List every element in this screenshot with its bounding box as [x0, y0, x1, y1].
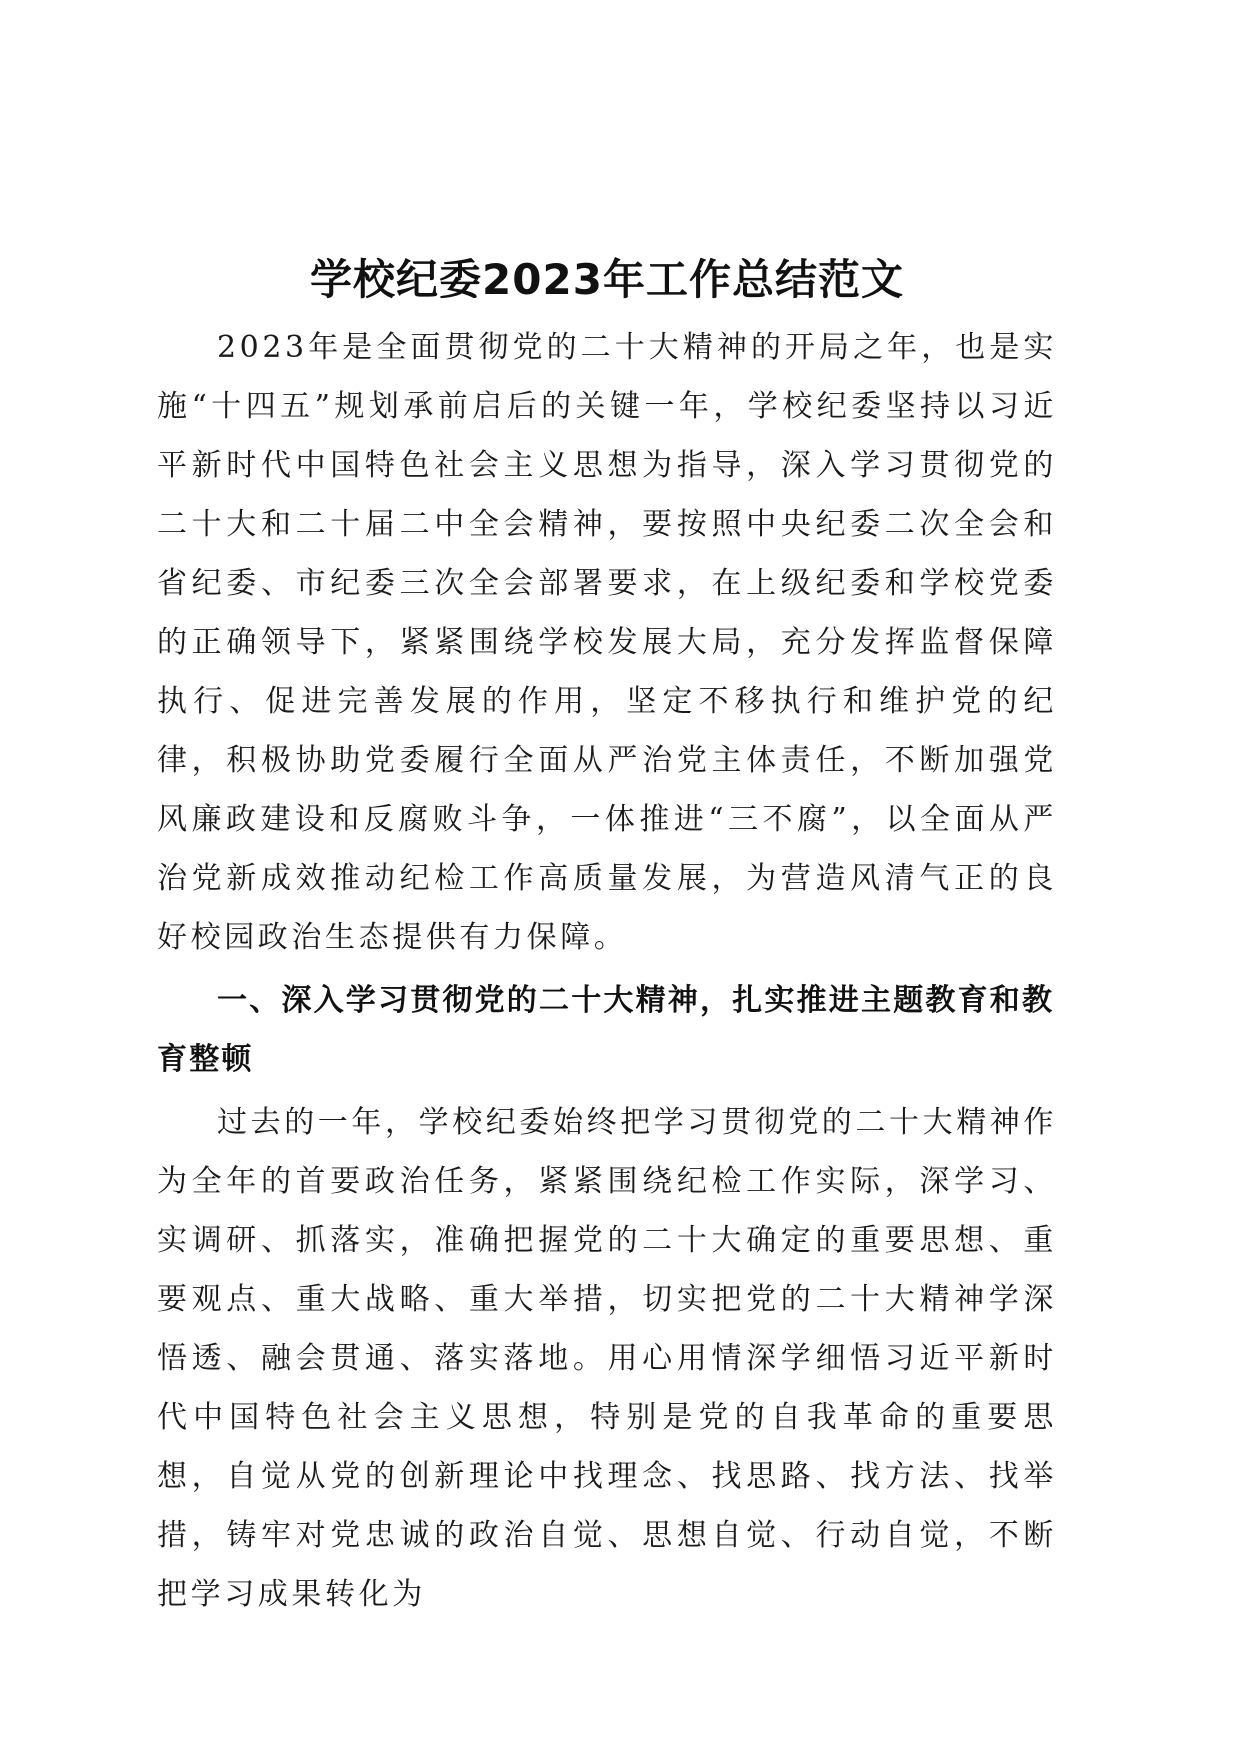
- document-title: 学校纪委2023年工作总结范文: [310, 255, 904, 304]
- document-body: [157, 252, 1057, 1624]
- intro-paragraph: 2023年是全面贯彻党的二十大精神的开局之年，也是实施“十四五”规划承前启后的关键一年，学校纪委坚持以习近平新时代中国特色社会主义思想为指导，深入学习贯彻党的二十大和二十届二中全会精神，要按照中央纪委二次全会和省纪委、市纪委三次全会部署要求，在上级纪委和学校党委的正确领导下，紧紧围绕学校发展大局，充分发挥监督保障执行、促进完善发展的作用，坚定不移执行和维护党的纪律，积极协助党委履行全面从严治党主体责任，不断加强党风廉政建设和反腐败斗争，一体推进“三不腐”，以全面从严治党新成效推动纪检工作高质量发展，为营造风清气正的良好校园政治生态提供有力保障。: [157, 330, 1057, 955]
- section-1-heading: 一、深入学习贯彻党的二十大精神，扎实推进主题教育和教育整顿: [157, 983, 1055, 1077]
- section-1-paragraph: 过去的一年，学校纪委始终把学习贯彻党的二十大精神作为全年的首要政治任务，紧紧围绕纪检工作实际，深学习、实调研、抓落实，准确把握党的二十大确定的重要思想、重要观点、重大战略、重大举措，切实把党的二十大精神学深悟透、融会贯通、落实落地。用心用情深学细悟习近平新时代中国特色社会主义思想，特别是党的自我革命的重要思想，自觉从党的创新理论中找理念、找思路、找方法、找举措，铸牢对党忠诚的政治自觉、思想自觉、行动自觉，不断把学习成果转化为: [157, 1105, 1057, 1612]
